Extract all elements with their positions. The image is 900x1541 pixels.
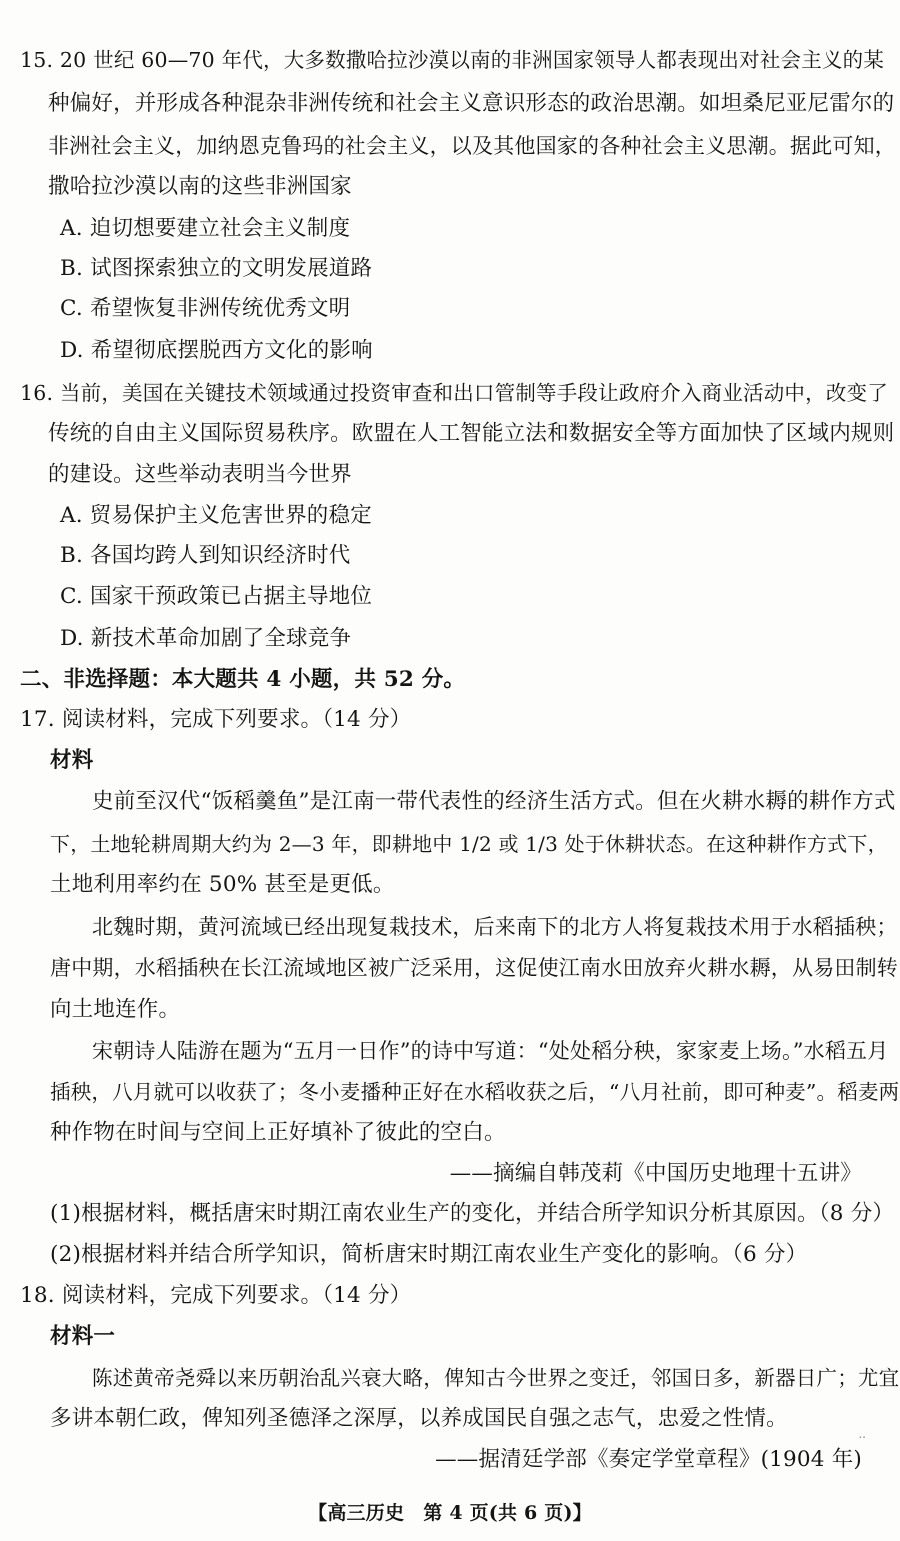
q16-option-d: D. 新技术革命加剧了全球竞争 [60, 626, 352, 651]
section-heading: 二、非选择题：本大题共 4 小题，共 52 分。 [20, 667, 466, 692]
q17-sub-question-2: (2)根据材料并结合所学知识，简析唐宋时期江南农业生产变化的影响。（6 分） [50, 1242, 808, 1267]
q15-line-4: 撒哈拉沙漠以南的这些非洲国家 [48, 174, 352, 199]
q18-para-1-line-2: 多讲本朝仁政，俾知列圣德泽之深厚，以养成国民自强之志气，忠爱之性情。 [50, 1406, 788, 1431]
q17-para-1-line-2: 下，土地轮耕周期大约为 2—3 年，即耕地中 1/2 或 1/3 处于休耕状态。在这种耕作方式下， [50, 832, 888, 856]
q17-para-3-line-3: 种作物在时间与空间上正好填补了彼此的空白。 [50, 1120, 506, 1145]
q17-source: ——摘编自韩茂莉《中国历史地理十五讲》 [449, 1161, 862, 1186]
q17-para-3-line-1: 宋朝诗人陆游在题为“五月一日作”的诗中写道：“处处稻分秧，家家麦上场。”水稻五月 [92, 1039, 889, 1063]
q17-para-3-line-2: 插秧，八月就可以收获了；冬小麦播种正好在水稻收获之后，“八月社前，即可种麦”。稻麦两 [50, 1080, 900, 1104]
q17-para-1-line-1: 史前至汉代“饭稻羹鱼”是江南一带代表性的经济生活方式。但在火耕水耨的耕作方式 [92, 789, 896, 814]
q18-material-label: 材料一 [50, 1324, 116, 1349]
q17-sub-question-1: (1)根据材料，概括唐宋时期江南农业生产的变化，并结合所学知识分析其原因。（8 分） [50, 1201, 895, 1226]
q16-option-a: A. 贸易保护主义危害世界的稳定 [60, 503, 372, 528]
q17-para-2-line-1: 北魏时期，黄河流域已经出现复栽技术，后来南下的北方人将复栽技术用于水稻插秧； [92, 915, 898, 939]
q15-line-3: 非洲社会主义，加纳恩克鲁玛的社会主义，以及其他国家的各种社会主义思潮。据此可知， [48, 134, 896, 158]
q15-option-b: B. 试图探索独立的文明发展道路 [60, 256, 373, 281]
q16-option-b: B. 各国均跨人到知识经济时代 [60, 543, 351, 568]
q15-option-d: D. 希望彻底摆脱西方文化的影响 [60, 338, 373, 363]
q15-line-2: 种偏好，并形成各种混杂非洲传统和社会主义意识形态的政治思潮。如坦桑尼亚尼雷尔的 [48, 91, 895, 116]
corner-mark: .. [858, 1427, 866, 1441]
q16-line-3: 的建设。这些举动表明当今世界 [48, 462, 352, 487]
q18-source: ——据清廷学部《奏定学堂章程》(1904 年) [435, 1447, 862, 1472]
q17-para-2-line-2: 唐中期，水稻插秧在长江流域地区被广泛采用，这促使江南水田放弃火耕水耨，从易田制转 [50, 956, 898, 980]
q16-option-c: C. 国家干预政策已占据主导地位 [60, 584, 373, 609]
q15-option-a: A. 迫切想要建立社会主义制度 [60, 216, 351, 241]
page-footer: 【高三历史 第 4 页(共 6 页)】 [308, 1502, 592, 1524]
q15-line-1: 15. 20 世纪 60—70 年代，大多数撒哈拉沙漠以南的非洲国家领导人都表现出对社会主义的某 [20, 48, 885, 72]
q17-material-label: 材料 [50, 748, 94, 773]
q15-option-c: C. 希望恢复非洲传统优秀文明 [60, 296, 351, 321]
q18-title: 18. 阅读材料，完成下列要求。（14 分） [20, 1283, 412, 1308]
q17-para-2-line-3: 向土地连作。 [50, 997, 181, 1022]
q18-para-1-line-1: 陈述黄帝尧舜以来历朝治乱兴衰大略，俾知古今世界之变迁，邻国日多，新器日广；尤宜 [92, 1366, 900, 1390]
q16-line-2: 传统的自由主义国际贸易秩序。欧盟在人工智能立法和数据安全等方面加快了区域内规则 [48, 421, 895, 446]
q17-title: 17. 阅读材料，完成下列要求。（14 分） [20, 707, 412, 732]
q16-line-1: 16. 当前，美国在关键技术领域通过投资审查和出口管制等手段让政府介入商业活动中，改变了 [20, 381, 888, 405]
q17-para-1-line-3: 土地利用率约在 50% 甚至是更低。 [50, 872, 395, 897]
